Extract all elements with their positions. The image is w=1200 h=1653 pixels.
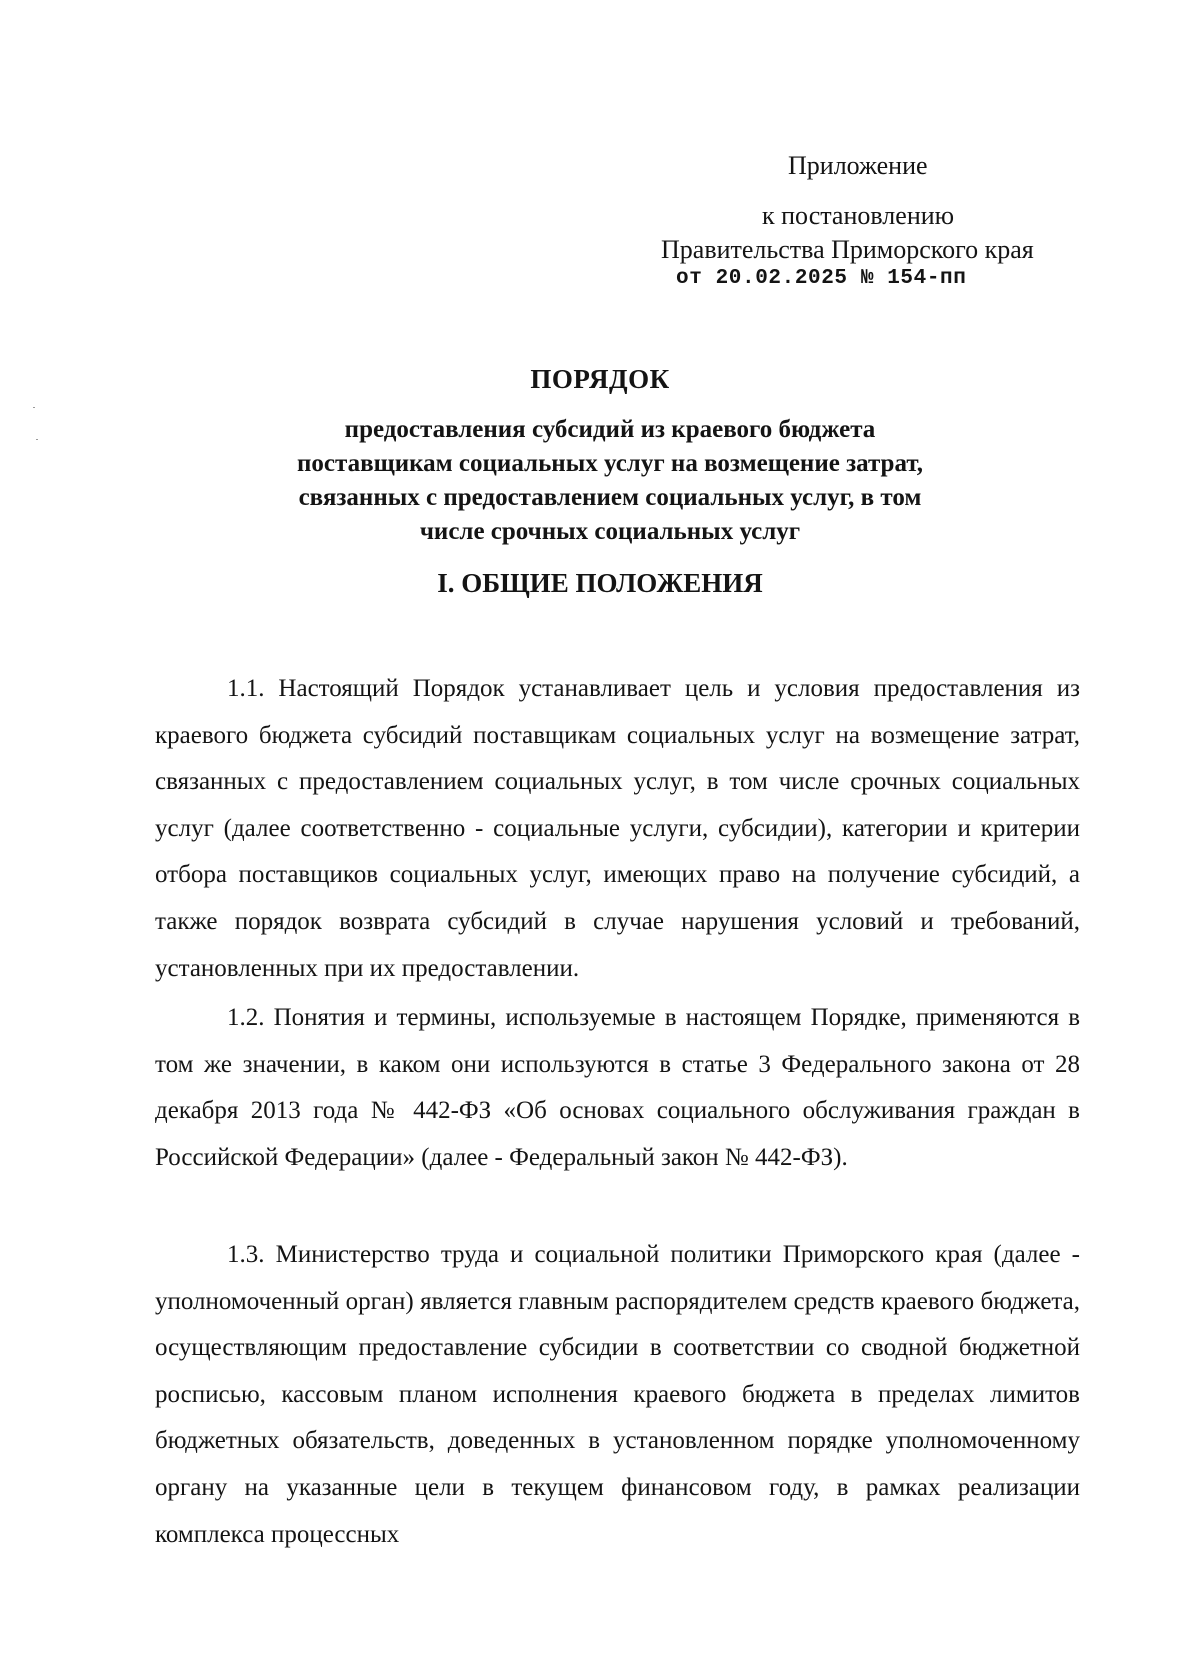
scan-speck (33, 407, 35, 408)
paragraph-1-1: 1.1. Настоящий Порядок устанавливает цель и условия предоставления из краевого бюджета субсидий поставщикам социальных услуг на возмещение затрат, связанных с предоставлением социальных услуг, в том числе срочных социальных услуг (далее соответственно - социальные услуги, субсидии), категории и критерии отбора поставщиков социальных услуг, имеющих право на получение субсидий, а также порядок возврата субсидий в случае нарушения условий и требований, установленных при их предоставлении. (155, 675, 1080, 982)
subtitle-line: поставщикам социальных услуг на возмещение затрат, (297, 450, 923, 477)
document-title: ПОРЯДОК (530, 364, 670, 394)
appendix-reference: к постановлению (762, 201, 955, 230)
appendix-date-number: от 20.02.2025 № 154-пп (676, 267, 967, 290)
paragraph-1-3: 1.3. Министерство труда и социальной политики Приморского края (далее - уполномоченный орган) является главным распорядителем средств краевого бюджета, осуществляющим предоставление субсидии в соответствии со сводной бюджетной росписью, кассовым планом исполнения краевого бюджета в пределах лимитов бюджетных обязательств, доведенных в установленном порядке уполномоченному органу на указанные цели в текущем финансовом году, в рамках реализации комплекса процессных (155, 1241, 1080, 1548)
paragraph-1-2: 1.2. Понятия и термины, используемые в настоящем Порядке, применяются в том же значении, в каком они используются в статье 3 Федерального закона от 28 декабря 2013 года № 442-ФЗ «Об основах социального обслуживания граждан в Российской Федерации» (далее - Федеральный закон № 442-ФЗ). (155, 1004, 1080, 1171)
appendix-title: Приложение (788, 151, 928, 180)
subtitle-line: числе срочных социальных услуг (419, 518, 801, 545)
appendix-organization: Правительства Приморского края (661, 235, 1034, 264)
scan-speck (36, 439, 38, 440)
document-subtitle (200, 413, 1020, 549)
subtitle-line: предоставления субсидий из краевого бюджета (344, 416, 876, 443)
subtitle-line: связанных с предоставлением социальных услуг, в том (298, 484, 922, 511)
section-heading: I. ОБЩИЕ ПОЛОЖЕНИЯ (437, 568, 763, 598)
